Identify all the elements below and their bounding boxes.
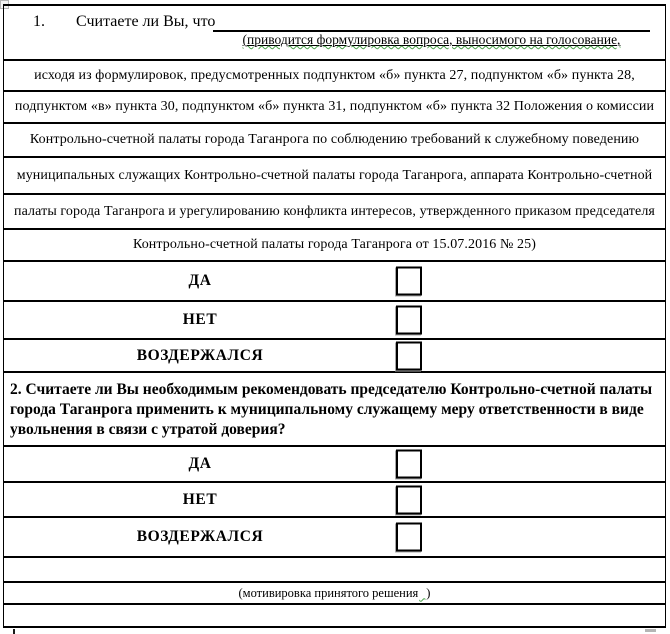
question2-text-line: 2. Считаете ли Вы необходимым рекомендовать председателю Контрольно-счетной палаты [10,381,653,398]
table-resize-handle-icon[interactable] [645,629,656,632]
motivation-label-tail: ) [426,585,431,600]
motivation-label-text: (мотивировка принятого решения [238,585,419,600]
checkbox-q1-no[interactable] [396,306,422,335]
question2-text-line: города Таганрога применить к муниципальному служащему меру ответственности в виде [10,401,644,418]
table-row [4,61,665,92]
motivation-caption-row [4,583,665,605]
table-row [4,195,665,230]
question1-continuation-line: подпунктом «в» пункта 30, подпунктом «б» пункта 31, подпунктом «б» пункта 32 Положения о комиссии [14,99,655,114]
checkbox-q2-no[interactable] [396,485,422,514]
question2-text-line: увольнения в связи с утратой доверия? [10,421,286,438]
question1-option-yes-row [4,262,665,302]
empty-row [4,558,665,583]
table-row [4,124,665,158]
question1-continuation-line: муниципальных служащих Контрольно-счетной палаты города Таганрога, аппарата Контрольно-счетной [16,167,653,183]
question1-row [4,6,665,61]
question2-option-yes-row [4,447,665,483]
question1-continuation-line: Контрольно-счетной палаты города Таганрога по соблюдению требований к служебному поведению [29,132,640,147]
option-no-label: НЕТ [182,490,218,508]
question1-option-abstain-row [4,340,665,373]
option-yes-label: ДА [188,455,212,472]
question1-option-no-row [4,302,665,340]
question1-blank-caption [213,32,650,47]
question1-continuation-line: исходя из формулировок, предусмотренных подпунктом «б» пункта 27, подпунктом «б» пункта 28, [34,67,635,83]
checkbox-q1-abstain[interactable] [396,341,422,370]
option-abstain-label: ВОЗДЕРЖАЛСЯ [136,528,264,545]
option-no-label: НЕТ [182,311,218,328]
question1-continuation-line: палаты города Таганрога и урегулированию конфликта интересов, утвержденного приказом председателя [14,203,655,219]
question2-row [4,373,665,447]
checkbox-q2-yes[interactable] [396,450,422,479]
checkbox-q1-yes[interactable] [396,267,422,296]
table-row [4,230,665,262]
checkbox-q2-abstain[interactable] [396,523,422,552]
option-abstain-label: ВОЗДЕРЖАЛСЯ [136,346,264,364]
question1-continuation-line: Контрольно-счетной палаты города Таганрога от 15.07.2016 № 25) [132,237,537,252]
question1-blank-area [213,30,650,47]
motivation-caption [239,586,431,601]
table-row [4,158,665,195]
text-cursor-mark [13,629,15,634]
question1-lead-text: Считаете ли Вы, что [76,13,216,30]
option-yes-label: ДА [188,272,212,289]
table-row [4,92,665,124]
question1-number: 1. [33,13,45,30]
question2-option-no-row [4,483,665,518]
question2-option-abstain-row [4,518,665,558]
empty-row [4,605,665,626]
ballot-table [3,4,666,628]
blank-caption-text: (приводится формулировка вопроса, выносимого на голосование, [242,32,621,47]
